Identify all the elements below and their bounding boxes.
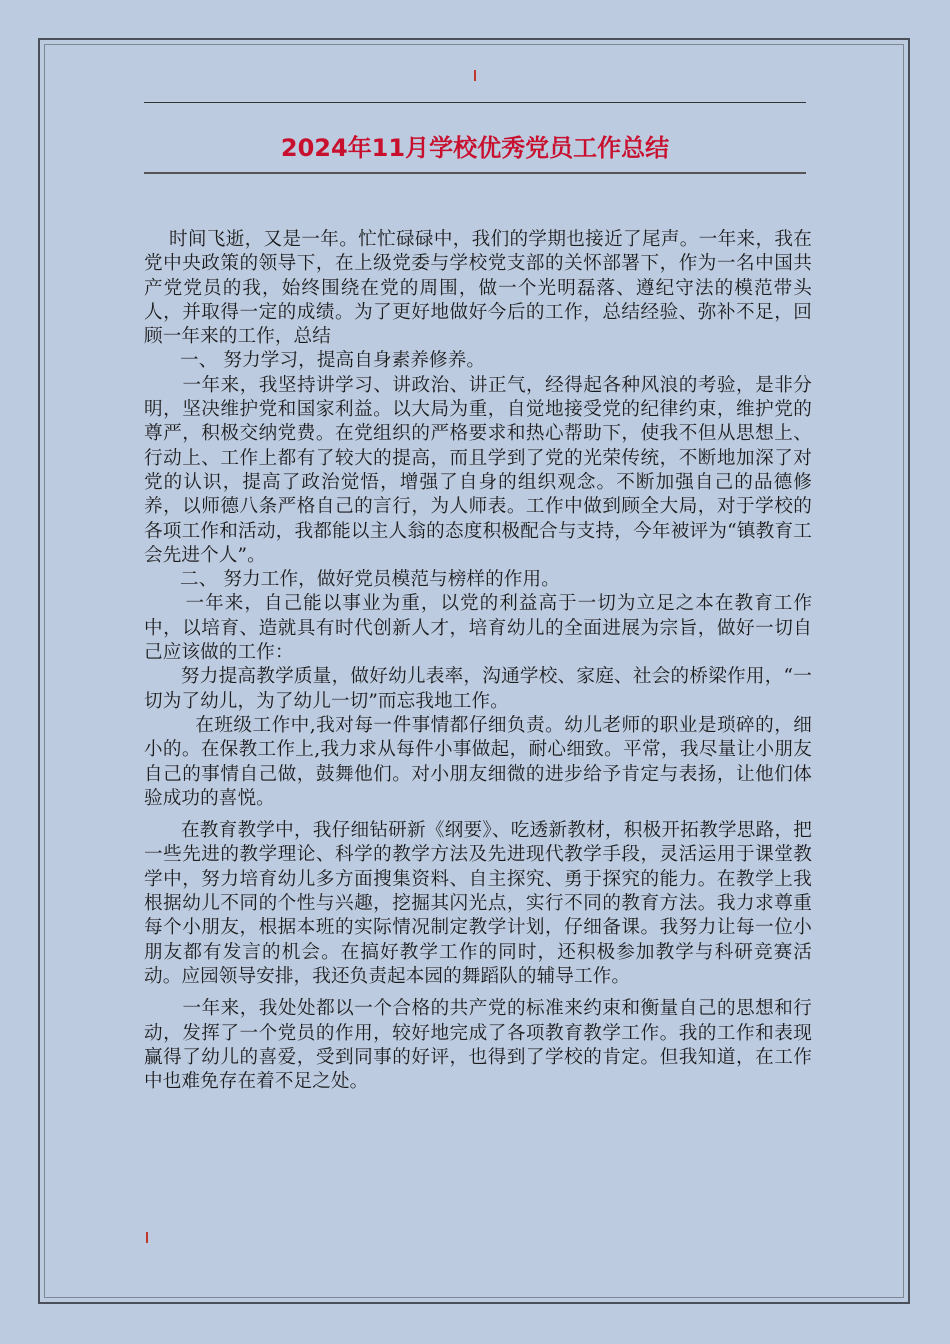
body-paragraph: 一年来，自己能以事业为重，以党的利益高于一切为立足之本在教育工作中，以培育、造就具有时代创新人才，培育幼儿的全面进展为宗旨，做好一切自己应该做的工作： [144, 593, 813, 664]
document-title: 2024年11月学校优秀党员工作总结 [280, 134, 670, 162]
header-rule [144, 102, 806, 103]
text-cursor-mark-top [474, 70, 476, 81]
section-heading-2: 二、 努力工作，做好党员模范与榜样的作用。 [180, 569, 560, 591]
document-body [144, 228, 812, 1094]
body-paragraph: 一年来，我坚持讲学习、讲政治、讲正气，经得起各种风浪的考验，是非分明，坚决维护党和国家利益。以大局为重，自觉地接受党的纪律约束，维护党的尊严，积极交纳党费。在党组织的严格要求和热心帮助下，使我不但从思想上、行动上、工作上都有了较大的提高，而且学到了党的光荣传统，不断地加深了对党的认识，提高了政治觉悟，增强了自身的组织观念。不断加强自己的品德修养，以师德八条严格自己的言行，为人师表。工作中做到顾全大局，对于学校的各项工作和活动，我都能以主人翁的态度积极配合与支持，今年被评为“镇教育工会先进个人”。 [144, 374, 812, 566]
body-paragraph: 一年来，我处处都以一个合格的共产党的标准来约束和衡量自己的思想和行动，发挥了一个党员的作用，较好地完成了各项教育教学工作。我的工作和表现赢得了幼儿的喜爱，受到同事的好评，也得到了学校的肯定。但我知道，在工作中也难免存在着不足之处。 [144, 998, 812, 1093]
intro-paragraph: 时间飞逝，又是一年。忙忙碌碌中，我们的学期也接近了尾声。一年来，我在党中央政策的领导下，在上级党委与学校党支部的关怀部署下，作为一名中国共产党党员的我，始终围绕在党的周围，做一个光明磊落、遵纪守法的模范带头人，并取得一定的成绩。为了更好地做好今后的工作，总结经验、弥补不足，回顾一年来的工作，总结 [144, 229, 812, 348]
text-cursor-mark-bottom [146, 1232, 148, 1243]
body-paragraph: 在班级工作中,我对每一件事情都仔细负责。幼儿老师的职业是琐碎的，细小的。在保教工作上,我力求从每件小事做起，耐心细致。平常，我尽量让小朋友自己的事情自己做，鼓舞他们。对小朋友细微的进步给予肯定与表扬，让他们体验成功的喜悦。 [144, 714, 812, 809]
section-heading-1: 一、 努力学习，提高自身素养修养。 [180, 350, 486, 372]
title-underline [144, 172, 806, 174]
body-paragraph: 努力提高教学质量，做好幼儿表率，沟通学校、家庭、社会的桥梁作用，“一切为了幼儿，为了幼儿一切”而忘我地工作。 [144, 666, 812, 712]
body-paragraph: 在教育教学中，我仔细钻研新《纲要》、吃透新教材，积极开拓教学思路，把一些先进的教学理论、科学的教学方法及先进现代教学手段，灵活运用于课堂教学中，努力培育幼儿多方面搜集资料、自主探究、勇于探究的能力。在教学上我根据幼儿不同的个性与兴趣，挖掘其闪光点，实行不同的教育方法。我力求尊重每个小朋友，根据本班的实际情况制定教学计划，仔细备课。我努力让每一位小朋友都有发言的机会。在搞好教学工作的同时，还积极参加教学与科研竞赛活动。应园领导安排，我还负责起本园的舞蹈队的辅导工作。 [144, 820, 812, 987]
